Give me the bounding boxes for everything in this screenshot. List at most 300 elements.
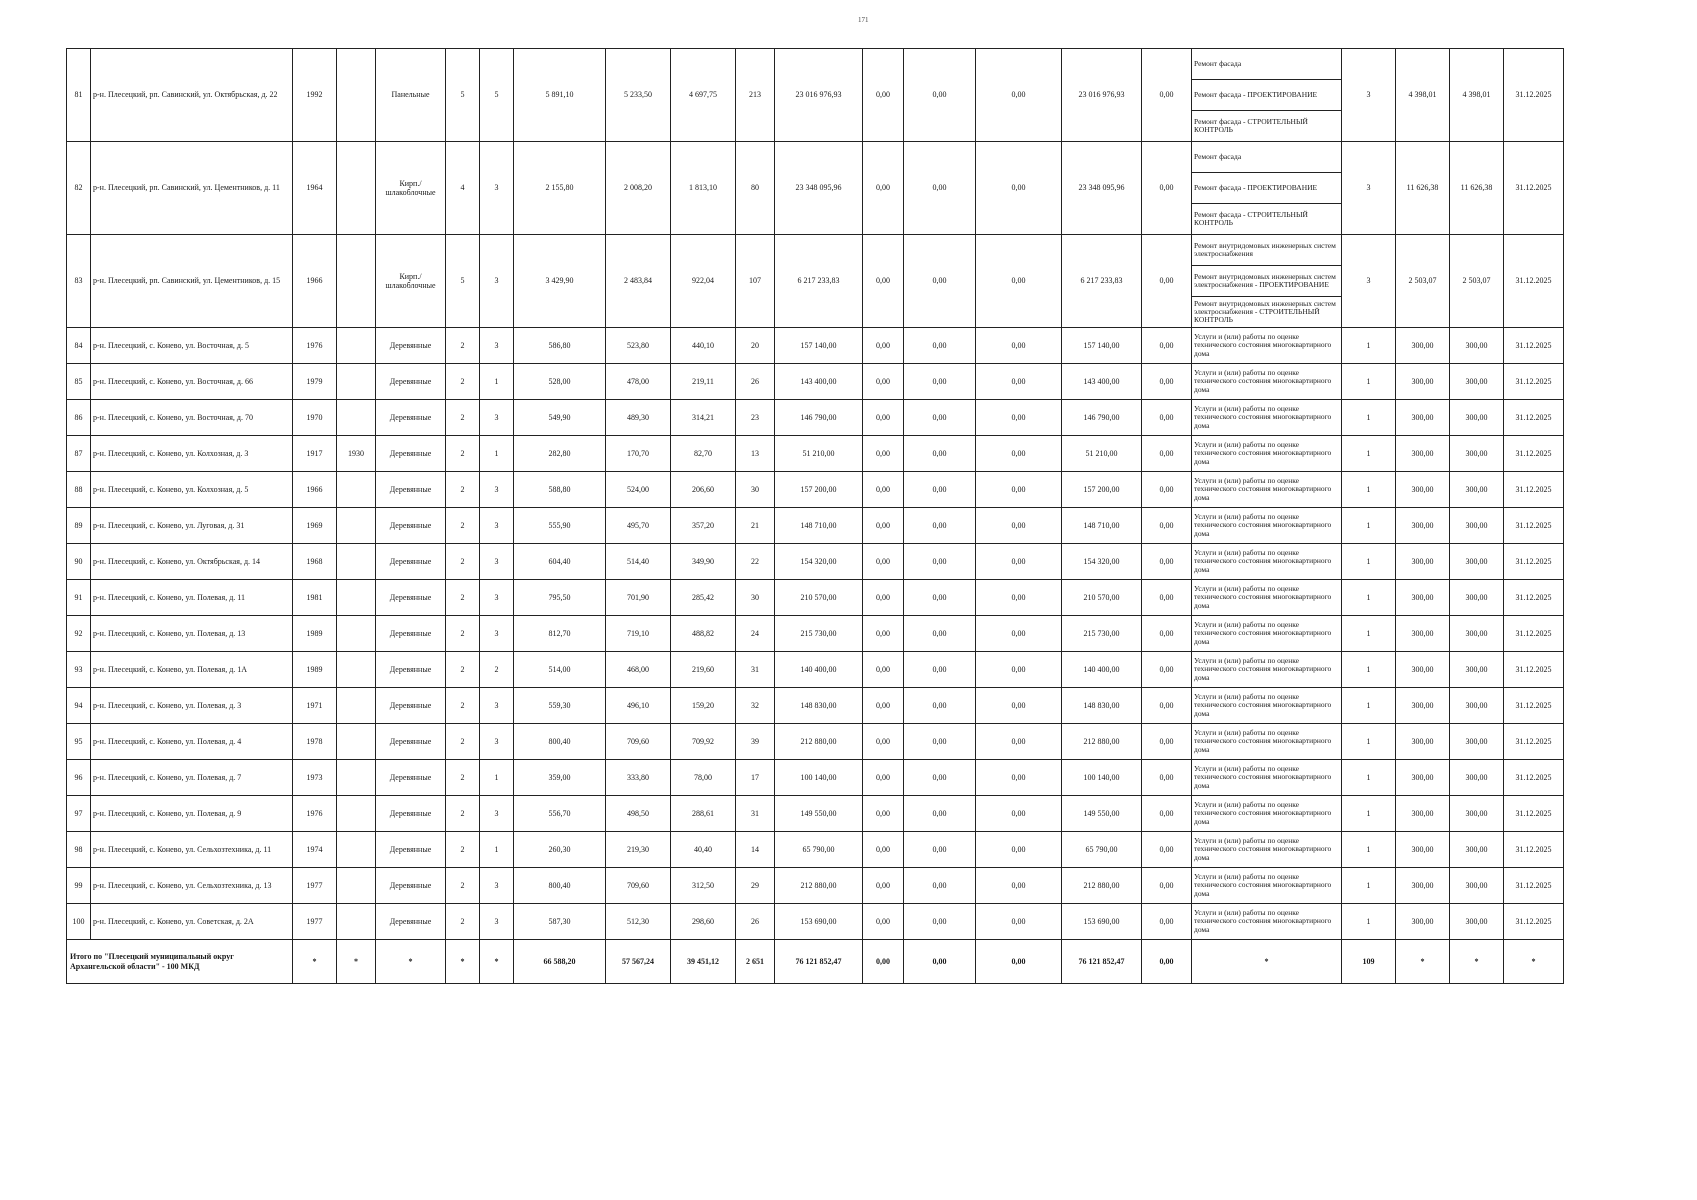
deadline: 31.12.2025 [1504,508,1564,544]
total-year2: * [337,940,376,984]
premises-area: 2 483,84 [606,235,671,328]
entrances: 3 [480,328,514,364]
total-date: * [1504,940,1564,984]
residential-area: 285,42 [671,580,736,616]
fund-cost-1: 0,00 [863,688,904,724]
max-unit-cost: 300,00 [1450,832,1504,868]
table-row [67,580,1564,616]
deadline: 31.12.2025 [1504,436,1564,472]
total-s-res: 39 451,12 [671,940,736,984]
residents: 31 [736,796,775,832]
residential-area: 4 697,75 [671,49,736,142]
build-year: 1978 [293,724,337,760]
total-cost: 154 320,00 [775,544,863,580]
total-s-total: 66 588,20 [514,940,606,984]
work-type: Ремонт внутридомовых инженерных систем электроснабжения [1192,235,1342,266]
premises-area: 709,60 [606,724,671,760]
fund-cost-2: 0,00 [904,688,976,724]
work-type: Услуги и (или) работы по оценке технического состояния многоквартирного дома [1192,544,1342,580]
deadline: 31.12.2025 [1504,580,1564,616]
fund-cost-1: 0,00 [863,580,904,616]
max-unit-cost: 300,00 [1450,724,1504,760]
address: р-н. Плесецкий, с. Конево, ул. Полевая, д. 13 [91,616,293,652]
floors: 5 [446,49,480,142]
floors: 2 [446,868,480,904]
total-area: 587,30 [514,904,606,940]
max-unit-cost: 300,00 [1450,436,1504,472]
row-number: 91 [67,580,91,616]
other-funds: 0,00 [1142,652,1192,688]
deadline: 31.12.2025 [1504,796,1564,832]
entrances: 3 [480,508,514,544]
fund-cost-2: 0,00 [904,868,976,904]
unit-cost: 300,00 [1396,868,1450,904]
fund-cost-2: 0,00 [904,580,976,616]
max-unit-cost: 300,00 [1450,472,1504,508]
fund-cost-3: 0,00 [976,364,1062,400]
wall-material: Деревянные [376,364,446,400]
unit-cost: 300,00 [1396,616,1450,652]
row-number: 92 [67,616,91,652]
fund-cost-2: 0,00 [904,796,976,832]
fund-cost-3: 0,00 [976,904,1062,940]
total-area: 3 429,90 [514,235,606,328]
other-funds: 0,00 [1142,472,1192,508]
wall-material: Деревянные [376,724,446,760]
total-entr: * [480,940,514,984]
table-row [67,544,1564,580]
max-unit-cost: 300,00 [1450,688,1504,724]
works-count: 1 [1342,472,1396,508]
fund-cost-3: 0,00 [976,436,1062,472]
work-type: Ремонт фасада - ПРОЕКТИРОВАНИЕ [1192,80,1342,111]
fund-cost-1: 0,00 [863,868,904,904]
floors: 2 [446,580,480,616]
fund-cost-2: 0,00 [904,49,976,142]
unit-cost: 300,00 [1396,364,1450,400]
total-cost: 157 200,00 [775,472,863,508]
fund-cost-1: 0,00 [863,832,904,868]
reconstruction-year [337,724,376,760]
other-funds: 0,00 [1142,616,1192,652]
build-year: 1977 [293,904,337,940]
residents: 13 [736,436,775,472]
owners-funds: 210 570,00 [1062,580,1142,616]
floors: 2 [446,796,480,832]
residential-area: 709,92 [671,724,736,760]
fund-cost-2: 0,00 [904,652,976,688]
total-people: 2 651 [736,940,775,984]
reconstruction-year [337,688,376,724]
owners-funds: 140 400,00 [1062,652,1142,688]
entrances: 3 [480,544,514,580]
build-year: 1989 [293,652,337,688]
row-number: 97 [67,796,91,832]
deadline: 31.12.2025 [1504,364,1564,400]
floors: 2 [446,436,480,472]
residents: 31 [736,652,775,688]
address: р-н. Плесецкий, с. Конево, ул. Октябрьская, д. 14 [91,544,293,580]
address: р-н. Плесецкий, с. Конево, ул. Полевая, д. 1А [91,652,293,688]
other-funds: 0,00 [1142,142,1192,235]
unit-cost: 300,00 [1396,796,1450,832]
total-c1: 0,00 [863,940,904,984]
fund-cost-1: 0,00 [863,436,904,472]
floors: 2 [446,652,480,688]
fund-cost-2: 0,00 [904,400,976,436]
fund-cost-2: 0,00 [904,760,976,796]
fund-cost-3: 0,00 [976,544,1062,580]
reconstruction-year [337,832,376,868]
fund-cost-1: 0,00 [863,724,904,760]
deadline: 31.12.2025 [1504,49,1564,142]
residents: 32 [736,688,775,724]
total-cost: 65 790,00 [775,832,863,868]
work-type: Услуги и (или) работы по оценке технического состояния многоквартирного дома [1192,616,1342,652]
work-type: Услуги и (или) работы по оценке технического состояния многоквартирного дома [1192,724,1342,760]
other-funds: 0,00 [1142,580,1192,616]
work-type: Услуги и (или) работы по оценке технического состояния многоквартирного дома [1192,364,1342,400]
max-unit-cost: 300,00 [1450,904,1504,940]
fund-cost-3: 0,00 [976,868,1062,904]
register-table [66,48,1564,984]
reconstruction-year [337,652,376,688]
work-type: Услуги и (или) работы по оценке технического состояния многоквартирного дома [1192,688,1342,724]
wall-material: Деревянные [376,436,446,472]
work-type: Ремонт внутридомовых инженерных систем электроснабжения - СТРОИТЕЛЬНЫЙ КОНТРОЛЬ [1192,297,1342,328]
entrances: 3 [480,724,514,760]
total-cost: 143 400,00 [775,364,863,400]
total-area: 556,70 [514,796,606,832]
table-row [67,724,1564,760]
table-row [67,49,1564,80]
residents: 23 [736,400,775,436]
entrances: 1 [480,832,514,868]
entrances: 3 [480,616,514,652]
max-unit-cost: 4 398,01 [1450,49,1504,142]
residents: 21 [736,508,775,544]
premises-area: 219,30 [606,832,671,868]
total-label: Итого по "Плесецкий муниципальный округ Архангельской области" - 100 МКД [67,940,293,984]
total-cost: 51 210,00 [775,436,863,472]
unit-cost: 2 503,07 [1396,235,1450,328]
total-area: 800,40 [514,868,606,904]
reconstruction-year [337,760,376,796]
fund-cost-2: 0,00 [904,235,976,328]
fund-cost-2: 0,00 [904,328,976,364]
page-number: 171 [858,16,869,24]
build-year: 1966 [293,235,337,328]
total-c5: 0,00 [1142,940,1192,984]
other-funds: 0,00 [1142,904,1192,940]
deadline: 31.12.2025 [1504,400,1564,436]
table-row [67,832,1564,868]
total-cost: 100 140,00 [775,760,863,796]
deadline: 31.12.2025 [1504,544,1564,580]
wall-material: Кирп./шлакоблочные [376,235,446,328]
other-funds: 0,00 [1142,796,1192,832]
unit-cost: 300,00 [1396,508,1450,544]
entrances: 2 [480,652,514,688]
fund-cost-3: 0,00 [976,796,1062,832]
floors: 2 [446,544,480,580]
total-area: 5 891,10 [514,49,606,142]
work-type: Услуги и (или) работы по оценке технического состояния многоквартирного дома [1192,868,1342,904]
build-year: 1974 [293,832,337,868]
row-number: 82 [67,142,91,235]
reconstruction-year [337,235,376,328]
row-number: 99 [67,868,91,904]
other-funds: 0,00 [1142,544,1192,580]
floors: 2 [446,724,480,760]
entrances: 3 [480,400,514,436]
premises-area: 5 233,50 [606,49,671,142]
fund-cost-3: 0,00 [976,724,1062,760]
fund-cost-2: 0,00 [904,724,976,760]
residential-area: 440,10 [671,328,736,364]
entrances: 3 [480,688,514,724]
wall-material: Деревянные [376,580,446,616]
fund-cost-1: 0,00 [863,49,904,142]
reconstruction-year [337,364,376,400]
fund-cost-2: 0,00 [904,142,976,235]
build-year: 1977 [293,868,337,904]
table-row [67,142,1564,173]
total-cost: 148 710,00 [775,508,863,544]
total-cost: 215 730,00 [775,616,863,652]
residents: 30 [736,580,775,616]
total-area: 260,30 [514,832,606,868]
address: р-н. Плесецкий, с. Конево, ул. Полевая, д. 4 [91,724,293,760]
fund-cost-2: 0,00 [904,616,976,652]
max-unit-cost: 300,00 [1450,400,1504,436]
deadline: 31.12.2025 [1504,235,1564,328]
wall-material: Деревянные [376,472,446,508]
row-number: 96 [67,760,91,796]
address: р-н. Плесецкий, рп. Савинский, ул. Цементников, д. 11 [91,142,293,235]
table-row [67,472,1564,508]
unit-cost: 300,00 [1396,472,1450,508]
residents: 22 [736,544,775,580]
row-number: 95 [67,724,91,760]
residents: 80 [736,142,775,235]
work-type: Ремонт фасада - СТРОИТЕЛЬНЫЙ КОНТРОЛЬ [1192,111,1342,142]
table-row [67,688,1564,724]
other-funds: 0,00 [1142,400,1192,436]
premises-area: 478,00 [606,364,671,400]
works-count: 1 [1342,652,1396,688]
table-row [67,904,1564,940]
address: р-н. Плесецкий, с. Конево, ул. Советская, д. 2А [91,904,293,940]
residential-area: 314,21 [671,400,736,436]
address: р-н. Плесецкий, с. Конево, ул. Восточная, д. 66 [91,364,293,400]
works-count: 3 [1342,142,1396,235]
address: р-н. Плесецкий, с. Конево, ул. Полевая, д. 3 [91,688,293,724]
fund-cost-3: 0,00 [976,142,1062,235]
works-count: 3 [1342,49,1396,142]
wall-material: Деревянные [376,544,446,580]
build-year: 1970 [293,400,337,436]
max-unit-cost: 300,00 [1450,868,1504,904]
build-year: 1979 [293,364,337,400]
wall-material: Деревянные [376,652,446,688]
table-row [67,760,1564,796]
total-cost: 76 121 852,47 [775,940,863,984]
total-area: 795,50 [514,580,606,616]
residents: 213 [736,49,775,142]
premises-area: 524,00 [606,472,671,508]
floors: 2 [446,508,480,544]
total-works: * [1192,940,1342,984]
max-unit-cost: 300,00 [1450,616,1504,652]
other-funds: 0,00 [1142,364,1192,400]
total-area: 528,00 [514,364,606,400]
max-unit-cost: 300,00 [1450,364,1504,400]
work-type: Услуги и (или) работы по оценке технического состояния многоквартирного дома [1192,796,1342,832]
total-cost: 153 690,00 [775,904,863,940]
entrances: 3 [480,142,514,235]
row-number: 81 [67,49,91,142]
total-cost: 148 830,00 [775,688,863,724]
wall-material: Деревянные [376,760,446,796]
wall-material: Деревянные [376,688,446,724]
owners-funds: 6 217 233,83 [1062,235,1142,328]
works-count: 1 [1342,580,1396,616]
wall-material: Панельные [376,49,446,142]
wall-material: Деревянные [376,868,446,904]
fund-cost-3: 0,00 [976,760,1062,796]
total-area: 549,90 [514,400,606,436]
premises-area: 496,10 [606,688,671,724]
fund-cost-3: 0,00 [976,49,1062,142]
residents: 24 [736,616,775,652]
owners-funds: 157 140,00 [1062,328,1142,364]
table-row [67,868,1564,904]
unit-cost: 300,00 [1396,652,1450,688]
deadline: 31.12.2025 [1504,142,1564,235]
reconstruction-year: 1930 [337,436,376,472]
residential-area: 82,70 [671,436,736,472]
owners-funds: 100 140,00 [1062,760,1142,796]
total-s-living: 57 567,24 [606,940,671,984]
reconstruction-year [337,544,376,580]
residential-area: 298,60 [671,904,736,940]
owners-funds: 148 710,00 [1062,508,1142,544]
works-count: 1 [1342,832,1396,868]
fund-cost-3: 0,00 [976,328,1062,364]
work-type: Услуги и (или) работы по оценке технического состояния многоквартирного дома [1192,328,1342,364]
floors: 5 [446,235,480,328]
total-cost: 23 016 976,93 [775,49,863,142]
deadline: 31.12.2025 [1504,652,1564,688]
unit-cost: 300,00 [1396,904,1450,940]
premises-area: 2 008,20 [606,142,671,235]
other-funds: 0,00 [1142,436,1192,472]
entrances: 3 [480,472,514,508]
works-count: 1 [1342,796,1396,832]
row-number: 93 [67,652,91,688]
works-count: 1 [1342,904,1396,940]
residential-area: 219,60 [671,652,736,688]
address: р-н. Плесецкий, с. Конево, ул. Сельхозтехника, д. 13 [91,868,293,904]
residents: 26 [736,364,775,400]
table-row [67,328,1564,364]
residential-area: 1 813,10 [671,142,736,235]
residents: 26 [736,904,775,940]
premises-area: 512,30 [606,904,671,940]
unit-cost: 300,00 [1396,436,1450,472]
residents: 30 [736,472,775,508]
max-unit-cost: 11 626,38 [1450,142,1504,235]
max-unit-cost: 300,00 [1450,760,1504,796]
build-year: 1971 [293,688,337,724]
entrances: 3 [480,904,514,940]
work-type: Услуги и (или) работы по оценке технического состояния многоквартирного дома [1192,508,1342,544]
fund-cost-2: 0,00 [904,364,976,400]
reconstruction-year [337,868,376,904]
residential-area: 40,40 [671,832,736,868]
build-year: 1981 [293,580,337,616]
residents: 14 [736,832,775,868]
other-funds: 0,00 [1142,688,1192,724]
build-year: 1917 [293,436,337,472]
unit-cost: 300,00 [1396,400,1450,436]
work-type: Ремонт фасада [1192,49,1342,80]
max-unit-cost: 300,00 [1450,544,1504,580]
total-cost: 149 550,00 [775,796,863,832]
fund-cost-3: 0,00 [976,235,1062,328]
residents: 20 [736,328,775,364]
other-funds: 0,00 [1142,235,1192,328]
row-number: 94 [67,688,91,724]
build-year: 1964 [293,142,337,235]
unit-cost: 4 398,01 [1396,49,1450,142]
floors: 2 [446,688,480,724]
unit-cost: 300,00 [1396,544,1450,580]
work-type: Услуги и (или) работы по оценке технического состояния многоквартирного дома [1192,472,1342,508]
total-area: 604,40 [514,544,606,580]
works-count: 1 [1342,508,1396,544]
total-area: 555,90 [514,508,606,544]
fund-cost-2: 0,00 [904,904,976,940]
works-count: 1 [1342,688,1396,724]
unit-cost: 300,00 [1396,688,1450,724]
deadline: 31.12.2025 [1504,832,1564,868]
total-area: 559,30 [514,688,606,724]
unit-cost: 11 626,38 [1396,142,1450,235]
reconstruction-year [337,49,376,142]
total-area: 800,40 [514,724,606,760]
entrances: 3 [480,580,514,616]
owners-funds: 153 690,00 [1062,904,1142,940]
fund-cost-1: 0,00 [863,472,904,508]
table-row [67,616,1564,652]
entrances: 1 [480,364,514,400]
fund-cost-3: 0,00 [976,652,1062,688]
fund-cost-3: 0,00 [976,472,1062,508]
table-row [67,436,1564,472]
premises-area: 498,50 [606,796,671,832]
max-unit-cost: 2 503,07 [1450,235,1504,328]
owners-funds: 23 348 095,96 [1062,142,1142,235]
residential-area: 78,00 [671,760,736,796]
residential-area: 922,04 [671,235,736,328]
total-area: 282,80 [514,436,606,472]
residents: 29 [736,868,775,904]
residential-area: 219,11 [671,364,736,400]
residential-area: 349,90 [671,544,736,580]
fund-cost-1: 0,00 [863,652,904,688]
